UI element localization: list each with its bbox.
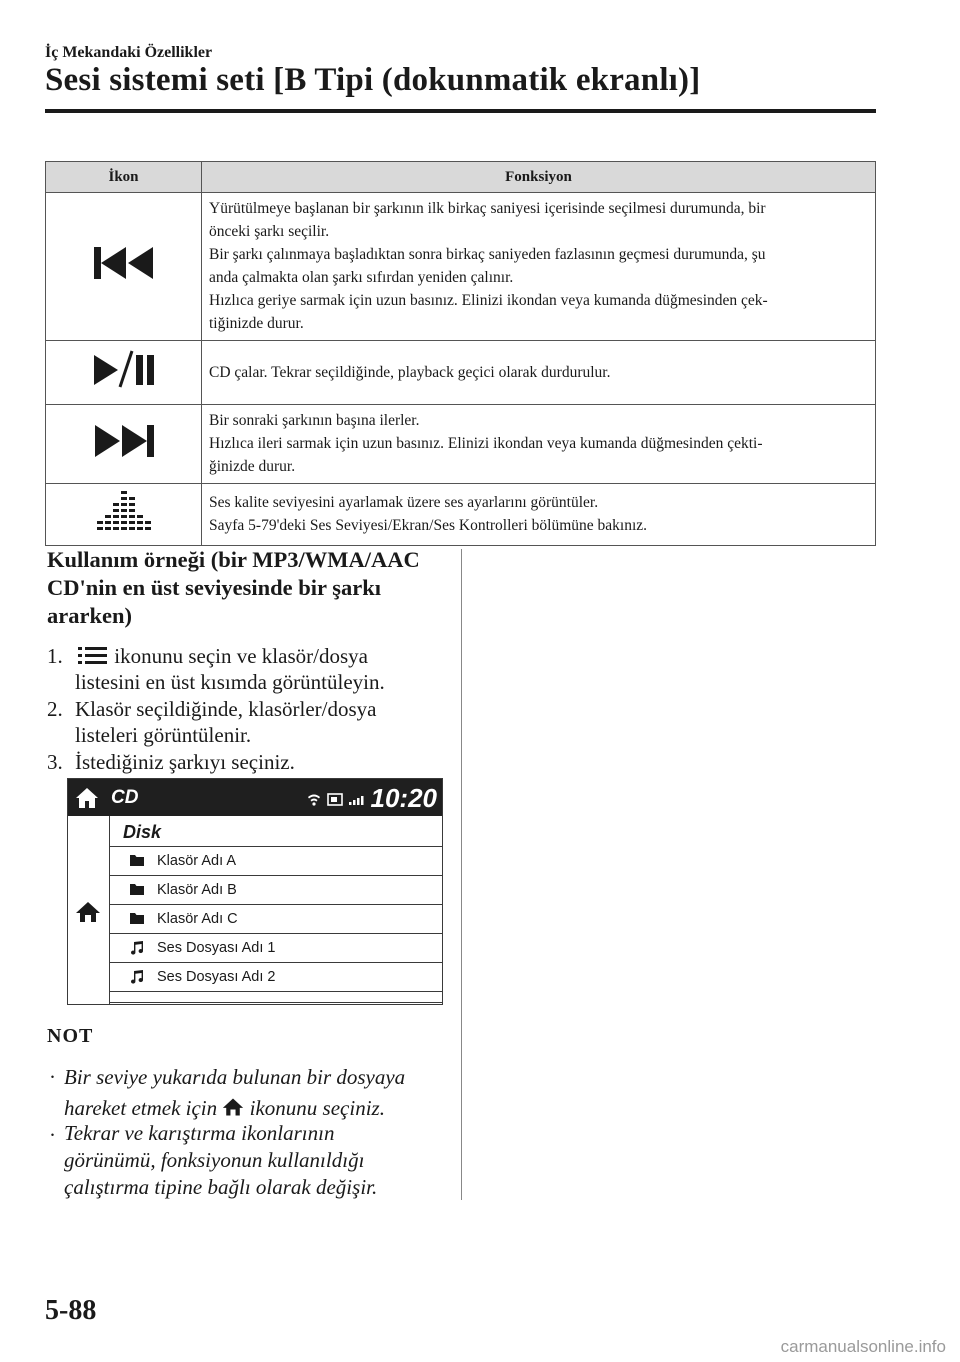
list-item-label: Klasör Adı C	[157, 911, 238, 927]
table-row	[46, 193, 876, 341]
step-text: Klasör seçildiğinde, klasörler/dosya	[75, 697, 377, 721]
function-description	[202, 193, 876, 341]
watermark-link[interactable]: carmanualsonline.info	[780, 1337, 946, 1356]
step-text: listeleri görüntülenir.	[75, 723, 252, 747]
next-track-icon	[92, 421, 156, 461]
note-text: ikonunu seçiniz.	[244, 1096, 385, 1120]
page-title: Sesi sistemi seti [B Tipi (dokunmatik ekranlı)]	[45, 62, 701, 98]
list-item[interactable]	[110, 962, 442, 991]
step-text: ikonunu seçin ve klasör/dosya	[109, 644, 368, 668]
step-number: 3.	[47, 750, 63, 774]
list-item[interactable]	[110, 904, 442, 933]
folder-icon	[129, 882, 145, 896]
note-text: Tekrar ve karıştırma ikonlarının	[64, 1121, 335, 1145]
description-line: anda çalmakta olan şarkı sıfırdan yeniden çalınır.	[209, 269, 514, 286]
heading-line: ararken)	[47, 603, 132, 628]
folder-file-list	[110, 846, 442, 1003]
function-description	[202, 484, 876, 546]
step-number: 2.	[47, 697, 63, 721]
note-title: NOT	[47, 1025, 94, 1047]
music-note-icon	[129, 940, 145, 956]
heading-line: Kullanım örneği (bir MP3/WMA/AAC	[47, 547, 420, 572]
description-line: CD çalar. Tekrar seçildiğinde, playback geçici olarak durdurulur.	[209, 363, 611, 381]
list-item-label: Klasör Adı B	[157, 882, 237, 898]
bullet-dot: ·	[49, 1065, 56, 1089]
list-item-label: Ses Dosyası Adı 1	[157, 940, 276, 956]
page-number: 5-88	[45, 1295, 97, 1326]
list-item-label: Ses Dosyası Adı 2	[157, 969, 276, 985]
description-line: tiğinizde durur.	[209, 315, 304, 332]
step-text: İstediğiniz şarkıyı seçiniz.	[75, 750, 295, 774]
icon-cell	[46, 484, 202, 546]
step-number: 1.	[47, 644, 63, 668]
play-pause-icon	[88, 347, 160, 391]
folder-icon	[129, 911, 145, 925]
step-text: listesini en üst kısımda görüntüleyin.	[75, 670, 385, 694]
description-line: Bir şarkı çalınmaya başladıktan sonra birkaç saniyeden fazlasının geçmesi durumunda, şu	[209, 246, 766, 263]
previous-track-icon	[92, 243, 156, 283]
usage-example-heading	[47, 546, 447, 630]
description-line: Hızlıca geriye sarmak için uzun basınız. Elinizi ikondan veya kumanda düğmesinden çek-	[209, 292, 768, 309]
icon-cell	[46, 341, 202, 405]
table-header-row	[46, 162, 876, 193]
sound-level-icon	[96, 489, 152, 533]
folder-title: Disk	[123, 822, 162, 842]
note-text: görünümü, fonksiyonun kullanıldığı	[64, 1148, 365, 1172]
clock-display: 10:20	[370, 783, 437, 813]
bullet-dot: ·	[49, 1123, 56, 1147]
heading-line: CD'nin en üst seviyesinde bir şarkı	[47, 575, 382, 600]
description-line: Yürütülmeye başlanan bir şarkının ilk birkaç saniyesi içerisinde seçilmesi durumunda, bir	[209, 200, 766, 217]
description-line: önceki şarkı seçilir.	[209, 223, 330, 240]
list-icon	[75, 644, 109, 666]
note-text: çalıştırma tipine bağlı olarak değişir.	[64, 1175, 378, 1199]
function-description	[202, 341, 876, 405]
table-row	[46, 341, 876, 405]
description-line: Bir sonraki şarkının başına ilerler.	[209, 412, 420, 429]
note-text: Bir seviye yukarıda bulunan bir dosyaya	[64, 1065, 406, 1089]
section-label: İç Mekandaki Özellikler	[45, 44, 213, 61]
column-header-function: Fonksiyon	[202, 162, 876, 193]
note-text: hareket etmek için	[64, 1096, 223, 1120]
function-description	[202, 405, 876, 484]
column-header-icon: İkon	[46, 162, 202, 193]
status-indicators-icon	[306, 791, 366, 807]
column-divider	[461, 549, 462, 1200]
table-row	[46, 405, 876, 484]
table-row	[46, 484, 876, 546]
folder-up-icon[interactable]	[75, 901, 101, 923]
music-note-icon	[129, 969, 145, 985]
description-line: ğinizde durur.	[209, 458, 296, 475]
list-item[interactable]	[110, 933, 442, 962]
description-line: Hızlıca ileri sarmak için uzun basınız. Elinizi ikondan veya kumanda düğmesinden çekti-	[209, 435, 763, 452]
list-item-label: Klasör Adı A	[157, 853, 236, 869]
icon-cell	[46, 193, 202, 341]
folder-up-icon	[222, 1096, 244, 1118]
list-item-empty	[110, 991, 442, 1003]
audio-source-label: CD	[111, 787, 139, 808]
title-rule	[45, 109, 876, 113]
folder-icon	[129, 853, 145, 867]
list-item[interactable]	[110, 875, 442, 904]
icon-function-table	[45, 161, 876, 546]
icon-cell	[46, 405, 202, 484]
list-item[interactable]	[110, 846, 442, 875]
cd-screen-illustration	[67, 778, 443, 1005]
home-icon[interactable]	[75, 787, 99, 809]
screen-status-bar	[68, 779, 442, 816]
screen-side-panel	[68, 816, 110, 1004]
description-line: Ses kalite seviyesini ayarlamak üzere ses ayarlarını görüntüler.	[209, 494, 599, 511]
description-line: Sayfa 5-79'deki Ses Seviyesi/Ekran/Ses Kontrolleri bölümüne bakınız.	[209, 517, 648, 534]
